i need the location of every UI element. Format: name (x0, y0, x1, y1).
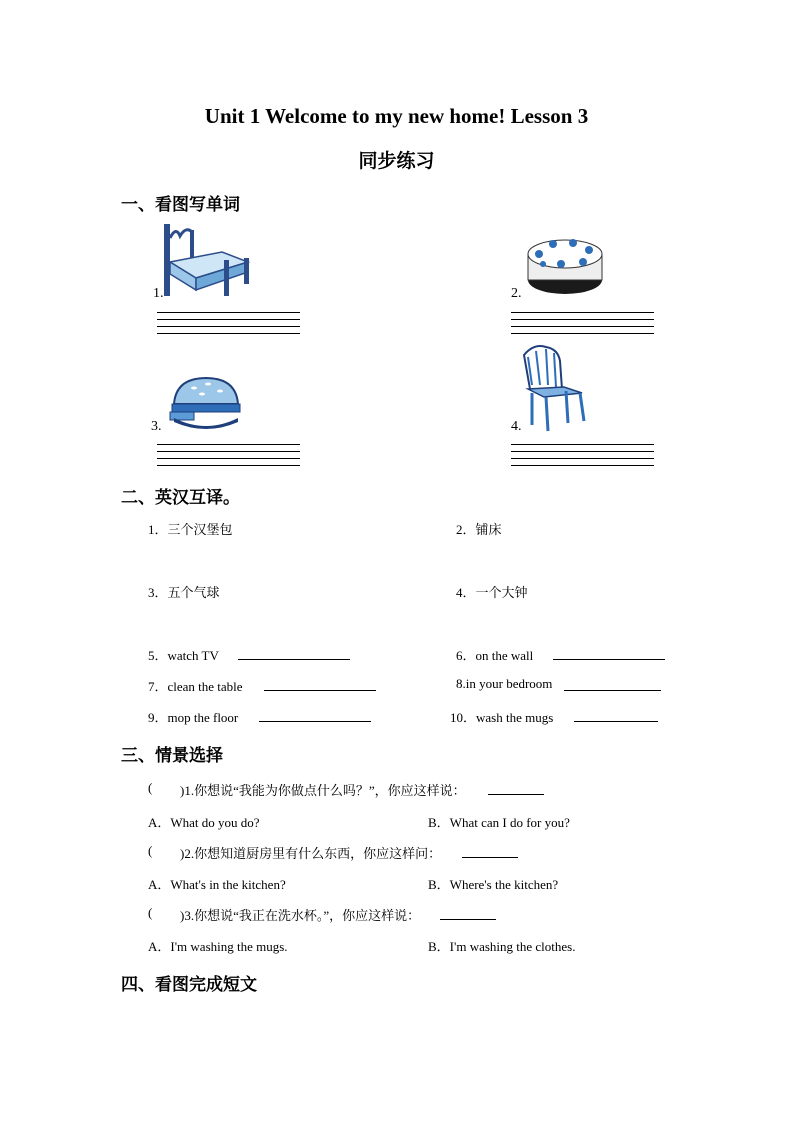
option-a-2: A．What's in the kitchen? (148, 877, 286, 892)
translate-item-4: 4．一个大钟 (456, 585, 528, 600)
question-blank-2[interactable] (462, 846, 518, 858)
item-number-2: 2. (511, 286, 522, 301)
item-number-4: 4. (511, 419, 522, 434)
bed-icon (160, 222, 252, 300)
option-b-1: B．What can I do for you? (428, 815, 570, 830)
answer-blank-5[interactable] (238, 648, 350, 660)
answer-lines-4 (511, 444, 654, 472)
cake-icon (525, 232, 605, 300)
question-blank-1[interactable] (488, 783, 544, 795)
question-blank-3[interactable] (440, 908, 496, 920)
section-heading-2: 二、英汉互译。 (121, 488, 240, 508)
section-heading-1: 一、看图写单词 (121, 195, 240, 215)
translate-item-8: 8.in your bedroom (456, 676, 553, 691)
question-text-1: )1.你想说“我能为你做点什么吗？”，你应这样说： (180, 783, 466, 798)
question-paren-3: ( (148, 905, 153, 920)
item-number-1: 1. (153, 286, 164, 301)
chair-icon (522, 343, 588, 433)
question-text-3: )3.你想说“我正在洗水杯。”，你应这样说： (180, 908, 421, 923)
option-b-3: B．I'm washing the clothes. (428, 939, 576, 954)
translate-item-3: 3．五个气球 (148, 585, 220, 600)
page-title: Unit 1 Welcome to my new home! Lesson 3 (204, 104, 589, 128)
question-text-2: )2.你想知道厨房里有什么东西，你应这样问： (180, 846, 442, 861)
answer-lines-2 (511, 312, 654, 340)
question-paren-2: ( (148, 843, 153, 858)
answer-blank-10[interactable] (574, 710, 658, 722)
translate-item-6: 6．on the wall (456, 648, 534, 663)
answer-blank-6[interactable] (553, 648, 665, 660)
answer-blank-9[interactable] (259, 710, 371, 722)
item-number-3: 3. (151, 419, 162, 434)
option-b-2: B．Where's the kitchen? (428, 877, 559, 892)
option-a-1: A．What do you do? (148, 815, 260, 830)
page-subtitle: 同步练习 (358, 150, 435, 172)
answer-blank-7[interactable] (264, 679, 376, 691)
option-a-3: A．I'm washing the mugs. (148, 939, 288, 954)
translate-item-5: 5．watch TV (148, 648, 219, 663)
hamburger-icon (168, 374, 244, 434)
translate-item-9: 9．mop the floor (148, 710, 239, 725)
answer-blank-8[interactable] (564, 679, 661, 691)
translate-item-7: 7．clean the table (148, 679, 243, 694)
translate-item-2: 2．铺床 (456, 522, 502, 537)
translate-item-10: 10．wash the mugs (450, 710, 554, 725)
answer-lines-1 (157, 312, 300, 340)
question-paren-1: ( (148, 780, 153, 795)
translate-item-1: 1．三个汉堡包 (148, 522, 233, 537)
section-heading-4: 四、看图完成短文 (121, 975, 257, 995)
answer-lines-3 (157, 444, 300, 472)
section-heading-3: 三、情景选择 (121, 746, 223, 766)
